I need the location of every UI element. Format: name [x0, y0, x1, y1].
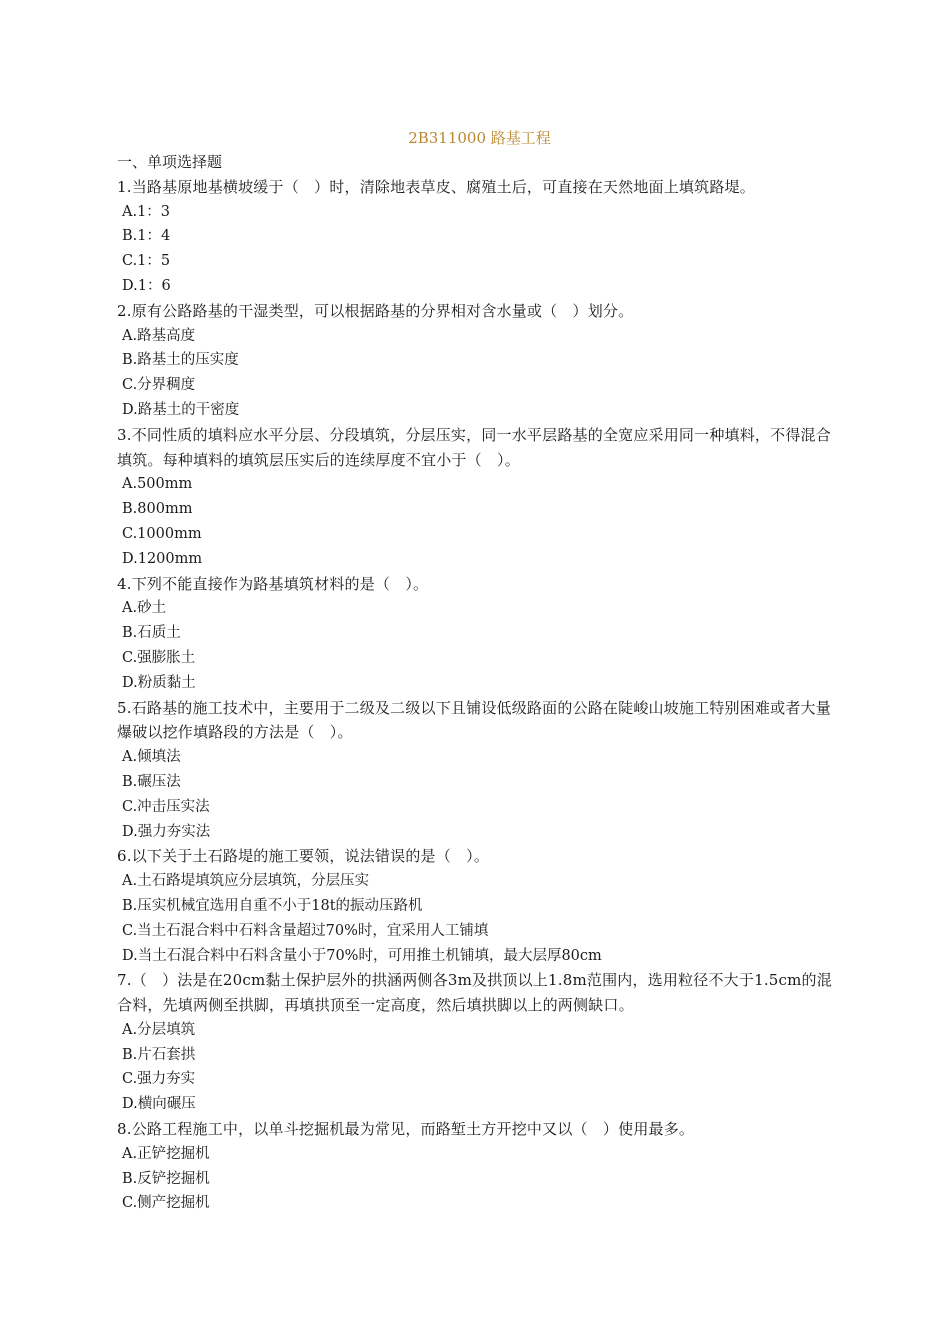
question-stem: 8.公路工程施工中，以单斗挖掘机最为常见，而路堑土方开挖中又以（ ）使用最多。 — [117, 1120, 695, 1139]
question-stem: 3.不同性质的填料应水平分层、分段填筑，分层压实，同一水平层路基的全宽应采用同一种填料，不得混合填筑。每种填料的填筑层压实后的连续厚度不宜小于（ ）。 — [117, 425, 831, 469]
option-b: B.石质土 — [122, 625, 181, 642]
option-b: B.800mm — [122, 501, 193, 518]
question-3 — [117, 423, 842, 572]
question-1 — [117, 175, 842, 299]
option-a: A.正铲挖掘机 — [122, 1145, 210, 1162]
option-b: B.碾压法 — [122, 773, 181, 790]
option-list — [117, 1142, 842, 1216]
question-stem: 6.以下关于土石路堤的施工要领，说法错误的是（ ）。 — [117, 847, 490, 866]
option-b: B.片石套拱 — [122, 1046, 196, 1063]
option-b: B.1：4 — [122, 228, 171, 245]
option-a: A.分层填筑 — [122, 1021, 196, 1038]
option-list — [117, 324, 842, 423]
question-8 — [117, 1117, 842, 1216]
option-d: D.粉质黏土 — [122, 674, 196, 691]
option-c: C.侧产挖掘机 — [122, 1195, 210, 1212]
option-b: B.路基土的压实度 — [122, 352, 239, 369]
question-stem: 7.（ ）法是在20cm黏土保护层外的拱涵两侧各3m及拱顶以上1.8m范围内，选用粒径不大于1.5cm的混合料，先填两侧至拱脚，再填拱顶至一定高度，然后填拱脚以上的两侧缺口。 — [117, 971, 832, 1015]
option-c: C.强力夯实 — [122, 1071, 196, 1088]
question-stem: 5.石路基的施工技术中，主要用于二级及二级以下且铺设低级路面的公路在陡峻山坡施工特别困难或者大量爆破以挖作填路段的方法是（ ）。 — [117, 698, 831, 742]
option-list — [117, 1018, 842, 1117]
option-list — [117, 869, 842, 968]
option-b: B.反铲挖掘机 — [122, 1170, 210, 1187]
document-title: 2B311000 路基工程 — [408, 129, 551, 147]
option-c: C.1：5 — [122, 253, 171, 270]
question-stem: 4.下列不能直接作为路基填筑材料的是（ ）。 — [117, 574, 429, 593]
option-a: A.土石路堤填筑应分层填筑，分层压实 — [122, 873, 370, 890]
option-a: A.砂土 — [122, 600, 167, 617]
option-a: A.1：3 — [122, 203, 171, 220]
option-b: B.压实机械宜选用自重不小于18t的振动压路机 — [122, 897, 423, 914]
option-c: C.冲击压实法 — [122, 798, 210, 815]
option-c: C.分界稠度 — [122, 377, 196, 394]
option-d: D.当土石混合料中石料含量小于70%时，可用推土机铺填，最大层厚80cm — [122, 947, 602, 964]
question-5 — [117, 696, 842, 845]
question-2 — [117, 299, 842, 423]
option-list — [117, 745, 842, 844]
document-page — [117, 126, 842, 1216]
option-c: C.当土石混合料中石料含量超过70%时，宜采用人工铺填 — [122, 922, 489, 939]
option-d: D.1200mm — [122, 550, 203, 567]
question-stem: 1.当路基原地基横坡缓于（ ）时，清除地表草皮、腐殖土后，可直接在天然地面上填筑路堤。 — [117, 177, 755, 196]
option-list — [117, 200, 842, 299]
question-6 — [117, 844, 842, 968]
option-d: D.强力夯实法 — [122, 823, 211, 840]
option-a: A.500mm — [122, 476, 193, 493]
option-list — [117, 472, 842, 571]
option-a: A.倾填法 — [122, 749, 181, 766]
option-a: A.路基高度 — [122, 327, 196, 344]
option-d: D.1：6 — [122, 277, 171, 294]
option-d: D.横向碾压 — [122, 1096, 196, 1113]
section-heading: 一、单项选择题 — [117, 153, 223, 171]
option-list — [117, 596, 842, 695]
question-4 — [117, 572, 842, 696]
question-stem: 2.原有公路路基的干湿类型，可以根据路基的分界相对含水量或（ ）划分。 — [117, 301, 634, 320]
option-d: D.路基土的干密度 — [122, 401, 240, 418]
option-c: C.强膨胀土 — [122, 649, 196, 666]
option-c: C.1000mm — [122, 525, 202, 542]
question-7 — [117, 968, 842, 1117]
